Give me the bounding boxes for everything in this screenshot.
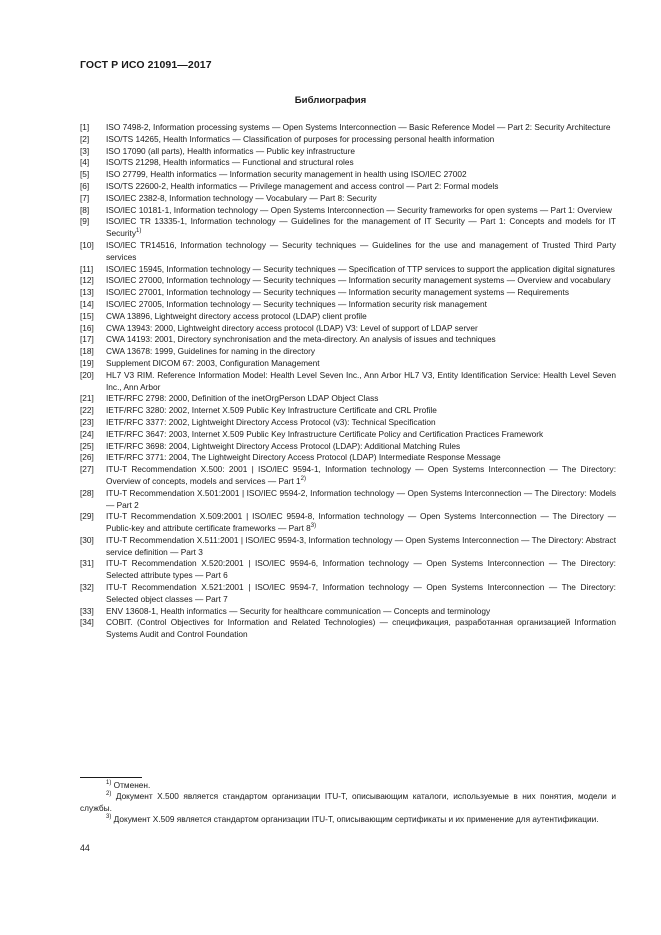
entry-body: ISO/TS 21298, Health informatics — Functional and structural roles (106, 157, 354, 168)
bibliography-entry (80, 157, 616, 169)
entry-number: [22] (80, 405, 94, 416)
entry-body: ISO/TS 22600-2, Health informatics — Privilege management and access control — Part 2: Formal models (106, 180, 499, 191)
entry-body: IETF/RFC 3771: 2004, The Lightweight Directory Access Protocol (LDAP) Intermediate Response Message (106, 452, 501, 463)
entry-body: IETF/RFC 3280: 2002, Internet X.509 Public Key Infrastructure Certificate and CRL Profile (106, 405, 437, 416)
entry-body: COBIT. (Control Objectives for Information and Related Technologies) — спецификация, разработанная организацией Information Systems Audit and Control Foundation (106, 617, 616, 640)
entry-text (106, 299, 616, 311)
bibliography-entry (80, 346, 616, 358)
bibliography-entry (80, 287, 616, 299)
document-header: ГОСТ Р ИСО 21091—2017 (80, 59, 212, 71)
bibliography-entry (80, 488, 616, 512)
bibliography-entry (80, 582, 616, 606)
entry-number: [29] (80, 511, 94, 522)
entry-number: [4] (80, 157, 90, 168)
entry-number: [25] (80, 440, 94, 451)
entry-body: ISO/IEC 15945, Information technology — Security techniques — Specification of TTP services to support the application digital signatures (106, 263, 615, 274)
entry-number: [15] (80, 310, 94, 321)
bibliography-entry (80, 122, 616, 134)
entry-text (106, 146, 616, 158)
bibliography-entry (80, 429, 616, 441)
entry-body: ISO 27799, Health informatics — Information security management in health using ISO/IEC 27002 (106, 169, 467, 180)
entry-body: ENV 13608-1, Health informatics — Security for healthcare communication — Concepts and terminology (106, 605, 491, 616)
footnote-text: Документ Х.500 является стандартом организации ITU-T, описывающим каталоги, используемые в них понятия, модели и службы. (80, 791, 616, 813)
entry-number: [24] (80, 428, 94, 439)
bibliography-entry (80, 464, 616, 488)
entry-number: [28] (80, 487, 94, 498)
bibliography-entry (80, 370, 616, 394)
bibliography-entry (80, 405, 616, 417)
entry-number: [11] (80, 263, 94, 274)
entry-body: ISO/IEC TR 13335-1, Information technology — Guidelines for the management of IT Security — Part 1: Concepts and models for IT Security (106, 216, 616, 239)
entry-text (106, 535, 616, 559)
bibliography-entry (80, 193, 616, 205)
entry-text (106, 617, 616, 641)
footnotes (80, 780, 616, 826)
entry-body: ISO/IEC 27000, Information technology — Security techniques — Information security management systems — Overview and vocabulary (106, 275, 611, 286)
bibliography-entry (80, 358, 616, 370)
bibliography-entry (80, 216, 616, 240)
entry-body: CWA 13943: 2000, Lightweight directory access protocol (LDAP) V3: Level of support of LDAP server (106, 322, 478, 333)
page-title: Библиография (294, 95, 367, 106)
page-number: 44 (80, 843, 90, 853)
entry-body: CWA 13678: 1999, Guidelines for naming in the directory (106, 346, 316, 357)
entry-text (106, 264, 616, 276)
entry-number: [10] (80, 239, 94, 250)
footnote-ref: 3) (310, 523, 317, 530)
entry-text (106, 370, 616, 394)
footnote (80, 780, 616, 791)
bibliography-entry (80, 275, 616, 287)
entry-text (106, 511, 616, 535)
bibliography-entry (80, 417, 616, 429)
entry-number: [6] (80, 180, 90, 191)
bibliography-entry (80, 134, 616, 146)
entry-body: Supplement DICOM 67: 2003, Configuration Management (106, 357, 320, 368)
entry-text (106, 393, 616, 405)
entry-number: [13] (80, 287, 94, 298)
entry-text (106, 323, 616, 335)
footnote-mark: 1) (106, 780, 112, 787)
bibliography-entry (80, 606, 616, 618)
bibliography-entry (80, 323, 616, 335)
entry-body: ISO/IEC TR14516, Information technology — Security techniques — Guidelines for the use and management of Trusted Third Party services (106, 239, 616, 262)
entry-text (106, 134, 616, 146)
bibliography-entry (80, 441, 616, 453)
entry-text (106, 464, 616, 488)
entry-body: ITU-T Recommendation X.501:2001 | ISO/IEC 9594-2, Information technology — Open Systems Interconnection — The Directory: Models — Part 2 (106, 487, 616, 510)
bibliography-entry (80, 181, 616, 193)
footnote-text: Отменен. (111, 780, 151, 790)
entry-text (106, 452, 616, 464)
entry-body: ISO/TS 14265, Health Informatics — Classification of purposes for processing personal health information (106, 133, 495, 144)
entry-number: [20] (80, 369, 94, 380)
entry-number: [18] (80, 346, 94, 357)
entry-text (106, 181, 616, 193)
entry-body: CWA 14193: 2001, Directory synchronisation and the meta-directory. An analysis of issues and techniques (106, 334, 496, 345)
entry-number: [34] (80, 617, 94, 628)
entry-text (106, 157, 616, 169)
entry-number: [14] (80, 298, 94, 309)
entry-text (106, 488, 616, 512)
bibliography-entry (80, 617, 616, 641)
entry-text (106, 275, 616, 287)
bibliography-entry (80, 535, 616, 559)
entry-number: [1] (80, 122, 90, 132)
entry-body: ISO/IEC 10181-1, Information technology — Open Systems Interconnection — Security frameworks for open systems — Part 1: Overview (106, 204, 612, 215)
entry-number: [5] (80, 169, 90, 180)
entry-number: [7] (80, 192, 90, 203)
entry-text (106, 358, 616, 370)
entry-text (106, 334, 616, 346)
entry-number: [8] (80, 204, 90, 215)
entry-body: ISO 17090 (all parts), Health informatics — Public key infrastructure (106, 145, 356, 156)
entry-text (106, 405, 616, 417)
footnote-mark: 3) (106, 814, 112, 821)
entry-number: [16] (80, 322, 94, 333)
entry-body: ITU-T Recommendation X.509:2001 | ISO/IEC 9594-8, Information technology — Open Systems Interconnection — The Directory — Public-key and attribute certificate frameworks — Part 8 (106, 511, 616, 534)
bibliography-list (80, 122, 616, 641)
bibliography-entry (80, 146, 616, 158)
entry-number: [27] (80, 464, 94, 475)
entry-body: ISO 7498-2, Information processing systems — Open Systems Interconnection — Basic Reference Model — Part 2: Security Architecture (106, 122, 611, 132)
bibliography-entry (80, 205, 616, 217)
entry-text (106, 287, 616, 299)
entry-body: ISO/IEC 27005, Information technology — Security techniques — Information security risk management (106, 298, 487, 309)
entry-body: ITU-T Recommendation X.520:2001 | ISO/IEC 9594-6, Information technology — Open Systems Interconnection — The Directory: Selected attribute types — Part 6 (106, 558, 616, 581)
entry-number: [33] (80, 605, 94, 616)
bibliography-entry (80, 169, 616, 181)
entry-text (106, 417, 616, 429)
bibliography-entry (80, 240, 616, 264)
entry-number: [32] (80, 582, 94, 593)
bibliography-entry (80, 452, 616, 464)
bibliography-entry (80, 311, 616, 323)
entry-number: [19] (80, 357, 94, 368)
entry-body: IETF/RFC 3647: 2003, Internet X.509 Public Key Infrastructure Certificate Policy and Certification Practices Framework (106, 428, 544, 439)
entry-number: [3] (80, 145, 90, 156)
bibliography-entry (80, 334, 616, 346)
entry-number: [17] (80, 334, 94, 345)
entry-text (106, 582, 616, 606)
entry-body: IETF/RFC 3377: 2002, Lightweight Directory Access Protocol (v3): Technical Specification (106, 416, 436, 427)
entry-body: ISO/IEC 2382-8, Information technology — Vocabulary — Part 8: Security (106, 192, 377, 203)
bibliography-entry (80, 264, 616, 276)
entry-text (106, 429, 616, 441)
entry-body: ITU-T Recommendation X.511:2001 | ISO/IEC 9594-3, Information technology — Open Systems Interconnection — The Directory: Abstract service definition — Part 3 (106, 534, 616, 557)
entry-text (106, 216, 616, 240)
entry-text (106, 122, 616, 134)
bibliography-entry (80, 393, 616, 405)
entry-text (106, 346, 616, 358)
entry-text (106, 193, 616, 205)
entry-number: [2] (80, 133, 90, 144)
bibliography-entry (80, 558, 616, 582)
entry-text (106, 205, 616, 217)
entry-text (106, 558, 616, 582)
entry-body: ITU-T Recommendation X.521:2001 | ISO/IEC 9594-7, Information technology — Open Systems Interconnection — The Directory: Selected object classes — Part 7 (106, 582, 616, 604)
footnote (80, 791, 616, 814)
entry-number: [30] (80, 534, 94, 545)
entry-number: [21] (80, 393, 94, 404)
entry-text (106, 441, 616, 453)
entry-number: [9] (80, 216, 90, 227)
entry-body: IETF/RFC 3698: 2004, Lightweight Directory Access Protocol (LDAP): Additional Matching Rules (106, 440, 461, 451)
entry-body: IETF/RFC 2798: 2000, Definition of the inetOrgPerson LDAP Object Class (106, 393, 379, 404)
entry-text (106, 169, 616, 181)
footnote-divider (80, 777, 142, 778)
entry-text (106, 311, 616, 323)
footnote-text: Документ Х.509 является стандартом организации ITU-T, описывающим сертификаты и их применение для аутентификации. (111, 814, 599, 825)
entry-number: [12] (80, 275, 94, 286)
entry-number: [26] (80, 452, 94, 463)
entry-text (106, 606, 616, 618)
entry-body: ITU-T Recommendation X.500: 2001 | ISO/IEC 9594-1, Information technology — Open Systems Interconnection — The Directory: Overview of concepts, models and services — Part 1 (106, 464, 616, 486)
footnote (80, 814, 616, 825)
entry-number: [23] (80, 416, 94, 427)
entry-number: [31] (80, 558, 94, 569)
entry-text (106, 240, 616, 264)
footnote-mark: 2) (106, 791, 112, 798)
entry-body: ISO/IEC 27001, Information technology — Security techniques — Information security management systems — Requirements (106, 287, 569, 298)
entry-body: HL7 V3 RIM. Reference Information Model: Health Level Seven Inc., Ann Arbor HL7 V3, Entity Identification Service: Health Level Seven Inc., Ann Arbor (106, 369, 616, 392)
bibliography-entry (80, 511, 616, 535)
footnote-ref: 2) (300, 476, 306, 483)
bibliography-entry (80, 299, 616, 311)
entry-body: CWA 13896, Lightweight directory access protocol (LDAP) client profile (106, 310, 367, 321)
footnote-ref: 1) (135, 228, 142, 235)
